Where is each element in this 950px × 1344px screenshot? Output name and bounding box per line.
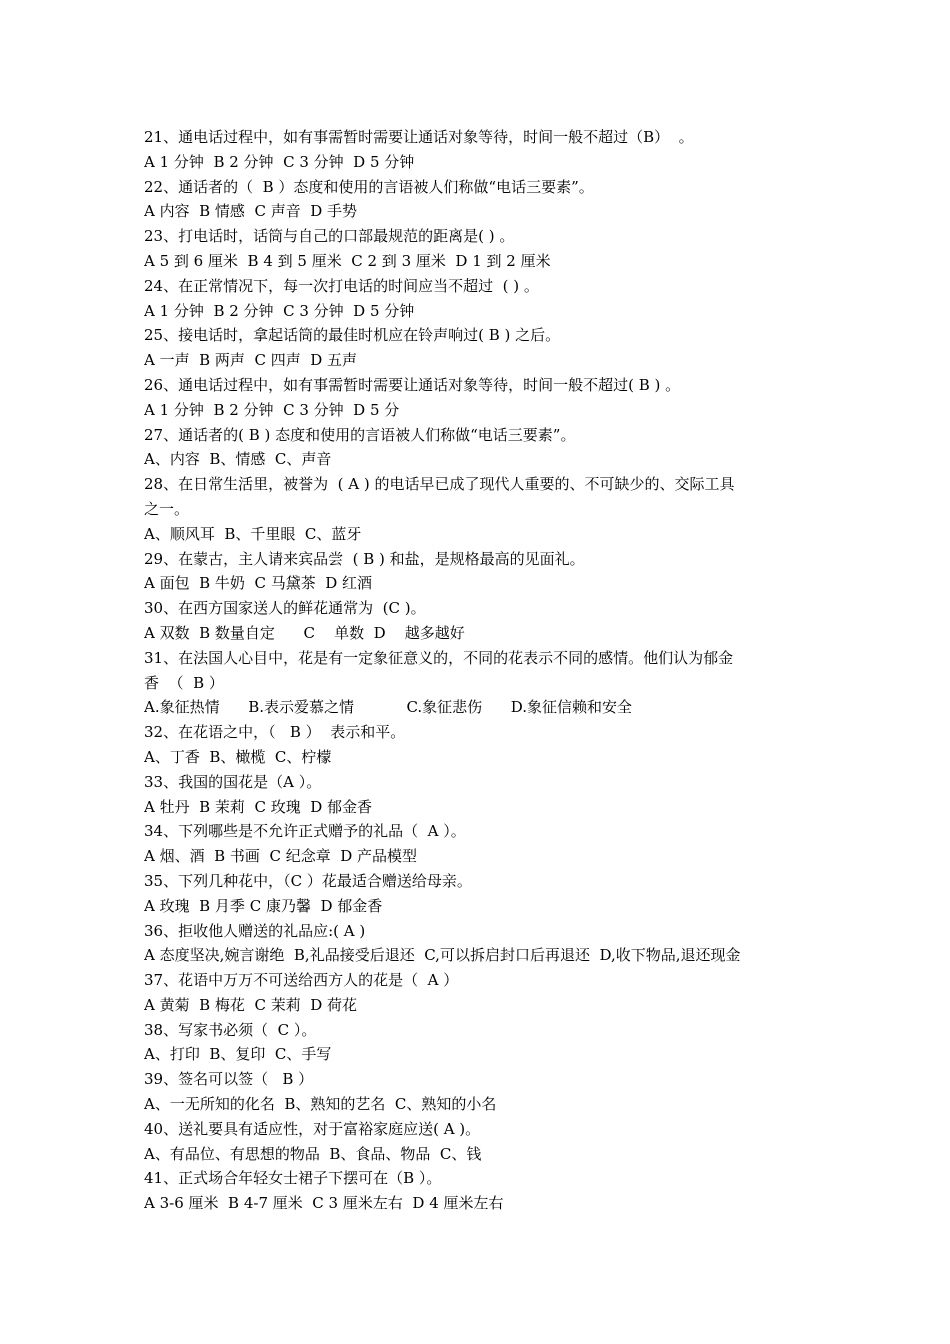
- text-line: A 面包 B 牛奶 C 马黛茶 D 红酒: [144, 574, 373, 593]
- text-line: A、顺风耳 B、千里眼 C、蓝牙: [144, 524, 362, 543]
- question-line: 27、通话者的( B ) 态度和使用的言语被人们称做“电话三要素”。: [144, 425, 576, 444]
- question-line: 28、在日常生活里，被誉为 ( A ) 的电话早已成了现代人重要的、不可缺少的、交际工具: [144, 475, 735, 494]
- text-line: A 玫瑰 B 月季 C 康乃馨 D 郁金香: [144, 896, 383, 915]
- text-line: A 1 分钟 B 2 分钟 C 3 分钟 D 5 分: [144, 400, 400, 419]
- question-line: 25、接电话时，拿起话筒的最佳时机应在铃声响过( B ) 之后。: [144, 326, 561, 345]
- text-line: A 牡丹 B 茉莉 C 玫瑰 D 郁金香: [144, 797, 373, 816]
- question-line: 31、在法国人心目中，花是有一定象征意义的，不同的花表示不同的感情。他们认为郁金: [144, 648, 734, 667]
- text-line: A 3-6 厘米 B 4-7 厘米 C 3 厘米左右 D 4 厘米左右: [144, 1194, 504, 1213]
- text-line: A 5 到 6 厘米 B 4 到 5 厘米 C 2 到 3 厘米 D 1 到 2 厘米: [144, 251, 551, 270]
- question-line: 30、在西方国家送人的鲜花通常为 (C )。: [144, 599, 426, 618]
- question-line: 33、我国的国花是（A ）。: [144, 772, 322, 791]
- question-line: 40、送礼要具有适应性，对于富裕家庭应送( A )。: [144, 1119, 481, 1138]
- question-line: 41、正式场合年轻女士裙子下摆可在（B ）。: [144, 1169, 442, 1188]
- question-line: 34、下列哪些是不允许正式赠予的礼品（ A ）。: [144, 822, 466, 841]
- question-line: 26、通电话过程中，如有事需暂时需要让通话对象等待，时间一般不超过( B ) 。: [144, 375, 681, 394]
- text-line: A 一声 B 两声 C 四声 D 五声: [144, 351, 358, 370]
- question-line: 38、写家书必须（ C ）。: [144, 1020, 317, 1039]
- text-line: A、内容 B、情感 C、声音: [144, 450, 332, 469]
- text-line: A 1 分钟 B 2 分钟 C 3 分钟 D 5 分钟: [144, 301, 415, 320]
- text-line: A.象征热情 B.表示爱慕之情 C.象征悲伤 D.象征信赖和安全: [144, 698, 633, 717]
- text-line: A、丁香 B、橄榄 C、柠檬: [144, 747, 332, 766]
- text-line: A、一无所知的化名 B、熟知的艺名 C、熟知的小名: [144, 1095, 497, 1114]
- text-line: A 烟、酒 B 书画 C 纪念章 D 产品模型: [144, 847, 418, 866]
- question-line: 21、通电话过程中，如有事需暂时需要让通话对象等待，时间一般不超过（B） 。: [144, 128, 694, 146]
- question-line: 24、在正常情况下，每一次打电话的时间应当不超过 ( ) 。: [144, 276, 539, 295]
- text-line: 之一。: [144, 499, 190, 518]
- text-line: 香 （ B ）: [144, 673, 224, 692]
- question-line: 35、下列几种花中，（C ）花最适合赠送给母亲。: [144, 871, 472, 890]
- text-line: A 态度坚决,婉言谢绝 B,礼品接受后退还 C,可以拆启封口后再退还 D,收下物品,退还现金: [144, 946, 741, 965]
- text-line: A 双数 B 数量自定 C 单数 D 越多越好: [144, 623, 465, 642]
- question-line: 32、在花语之中，（ B ） 表示和平。: [144, 723, 406, 742]
- text-line: A、打印 B、复印 C、手写: [144, 1045, 332, 1064]
- question-line: 39、签名可以签（ B ）: [144, 1070, 314, 1089]
- document-body: [144, 125, 812, 1216]
- question-line: 22、通话者的（ B ）态度和使用的言语被人们称做“电话三要素”。: [144, 177, 594, 196]
- text-line: A、有品位、有思想的物品 B、食品、物品 C、钱: [144, 1144, 482, 1163]
- question-line: 37、花语中万万不可送给西方人的花是（ A ）: [144, 971, 459, 990]
- question-line: 29、在蒙古，主人请来宾品尝 ( B ) 和盐，是规格最高的见面礼。: [144, 549, 585, 568]
- text-line: A 内容 B 情感 C 声音 D 手势: [144, 202, 358, 221]
- question-line: 23、打电话时，话筒与自己的口部最规范的距离是( ) 。: [144, 227, 515, 246]
- text-line: A 黄菊 B 梅花 C 茉莉 D 荷花: [144, 995, 358, 1014]
- question-line: 36、拒收他人赠送的礼品应:( A ): [144, 921, 366, 940]
- text-line: A 1 分钟 B 2 分钟 C 3 分钟 D 5 分钟: [144, 152, 415, 171]
